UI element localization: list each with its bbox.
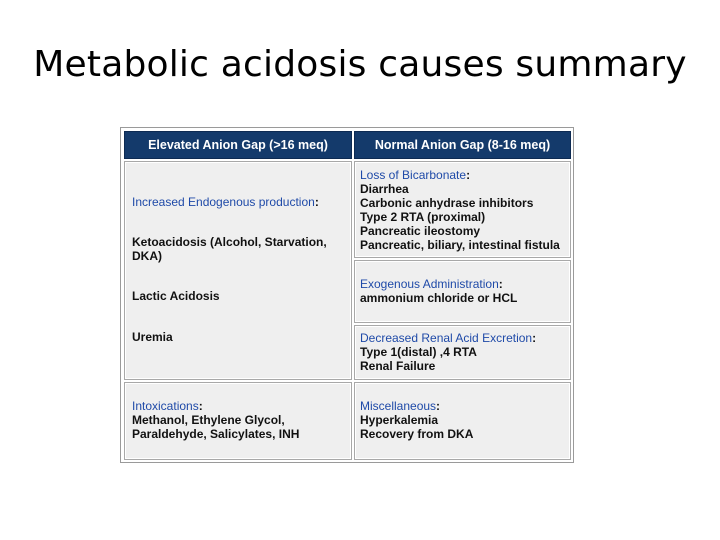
item-uremia: Uremia [132,330,173,344]
intoxication-line2: Paraldehyde, Salicylates, INH [132,427,300,441]
bicarb-item: Type 2 RTA (proximal) [360,210,486,224]
cell-loss-of-bicarbonate [354,161,571,258]
misc-line2: Recovery from DKA [360,427,474,441]
heading-exogenous: Exogenous Administration: [360,277,503,291]
exogenous-line1: ammonium chloride or HCL [360,291,518,305]
causes-table [120,127,574,463]
intoxication-line1: Methanol, Ethylene Glycol, [132,413,285,427]
bicarb-item: Carbonic anhydrase inhibitors [360,196,534,210]
header-elevated-anion-gap: Elevated Anion Gap (>16 meq) [124,131,352,159]
cell-renal-acid-excretion [354,325,571,380]
cell-intoxications [124,382,352,460]
item-lactic-acidosis: Lactic Acidosis [132,289,220,303]
heading-endogenous: Increased Endogenous production: [132,195,319,209]
item-ketoacidosis-line2: DKA) [132,249,162,263]
renal-line1: Type 1(distal) ,4 RTA [360,345,477,359]
cell-endogenous-production [124,161,352,380]
heading-intoxications: Intoxications: [132,399,203,413]
item-ketoacidosis-line1: Ketoacidosis (Alcohol, Starvation, [132,235,327,249]
misc-line1: Hyperkalemia [360,413,439,427]
heading-renal-acid-excretion: Decreased Renal Acid Excretion: [360,331,537,345]
heading-miscellaneous: Miscellaneous: [360,399,441,413]
slide-title: Metabolic acidosis causes summary [33,44,687,85]
bicarb-item: Pancreatic, biliary, intestinal fistula [360,238,560,252]
renal-line2: Renal Failure [360,359,436,373]
cell-miscellaneous [354,382,571,460]
bicarb-item: Diarrhea [360,182,409,196]
heading-loss-of-bicarbonate: Loss of Bicarbonate: [360,168,471,182]
cell-exogenous-administration [354,260,571,323]
bicarb-item: Pancreatic ileostomy [360,224,481,238]
header-normal-anion-gap: Normal Anion Gap (8-16 meq) [354,131,571,159]
